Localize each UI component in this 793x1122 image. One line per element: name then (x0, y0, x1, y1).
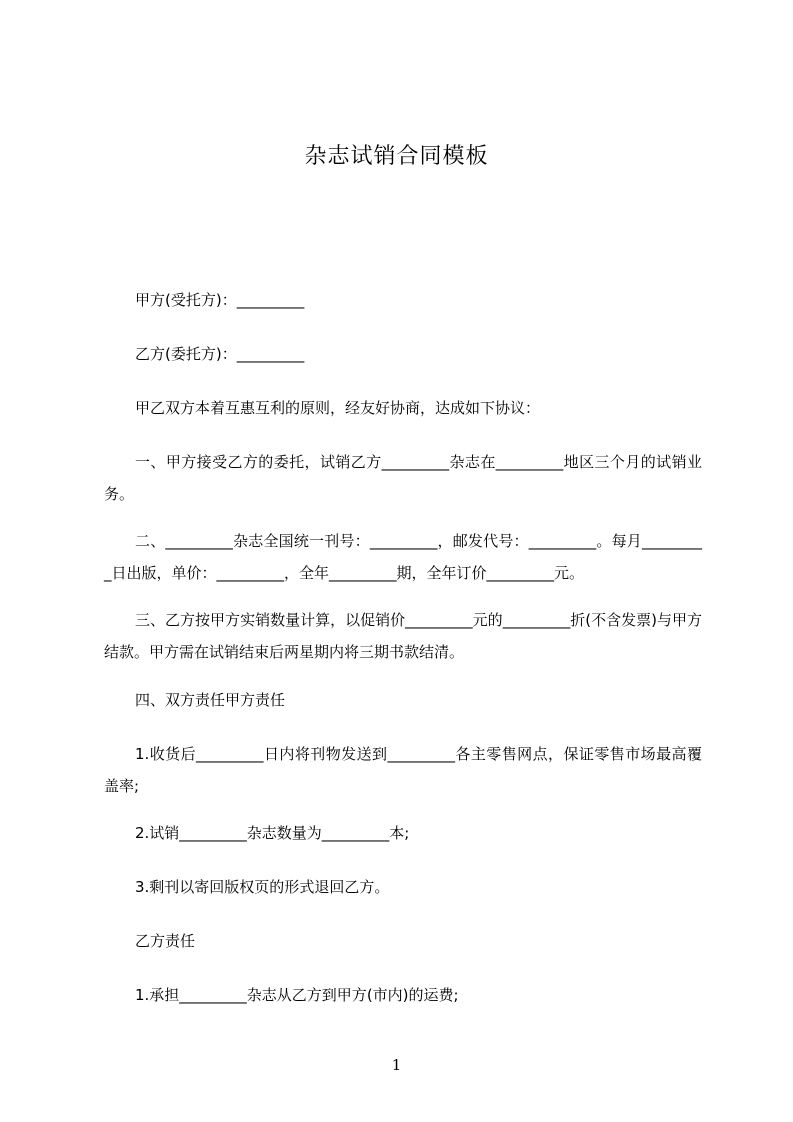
party-b-responsibilities-heading: 乙方责任 (135, 932, 196, 950)
clause-1: 一、甲方接受乙方的委托，试销乙方_________杂志在_________地区三个月的试销业务。 (104, 453, 702, 503)
party-b-line: 乙方(委托方)：_________ (135, 345, 305, 363)
clause-4-heading: 四、双方责任甲方责任 (135, 691, 286, 709)
party-a-duty-3: 3.剩刊以寄回版权页的形式退回乙方。 (135, 878, 390, 896)
party-a-line: 甲方(受托方)：_________ (135, 291, 305, 309)
page-number: 1 (391, 1056, 402, 1074)
document-title: 杂志试销合同模板 (304, 144, 489, 169)
clause-2: 二、_________杂志全国统一刊号：_________，邮发代号：_________。每月_________日出版，单价：_________，全年_________期，全年订价_________元。 (104, 532, 702, 582)
party-b-duty-1: 1.承担_________杂志从乙方到甲方(市内)的运费; (135, 986, 459, 1004)
agreement-intro: 甲乙双方本着互惠互利的原则，经友好协商，达成如下协议： (135, 399, 541, 417)
party-a-duty-2: 2.试销_________杂志数量为_________本; (135, 824, 410, 842)
clause-3: 三、乙方按甲方实销数量计算，以促销价_________元的_________折(不含发票)与甲方结款。甲方需在试销结束后两星期内将三期书款结清。 (104, 611, 702, 661)
party-a-duty-1: 1.收货后_________日内将刊物发送到_________各主零售网点，保证零售市场最高覆盖率; (104, 745, 702, 795)
